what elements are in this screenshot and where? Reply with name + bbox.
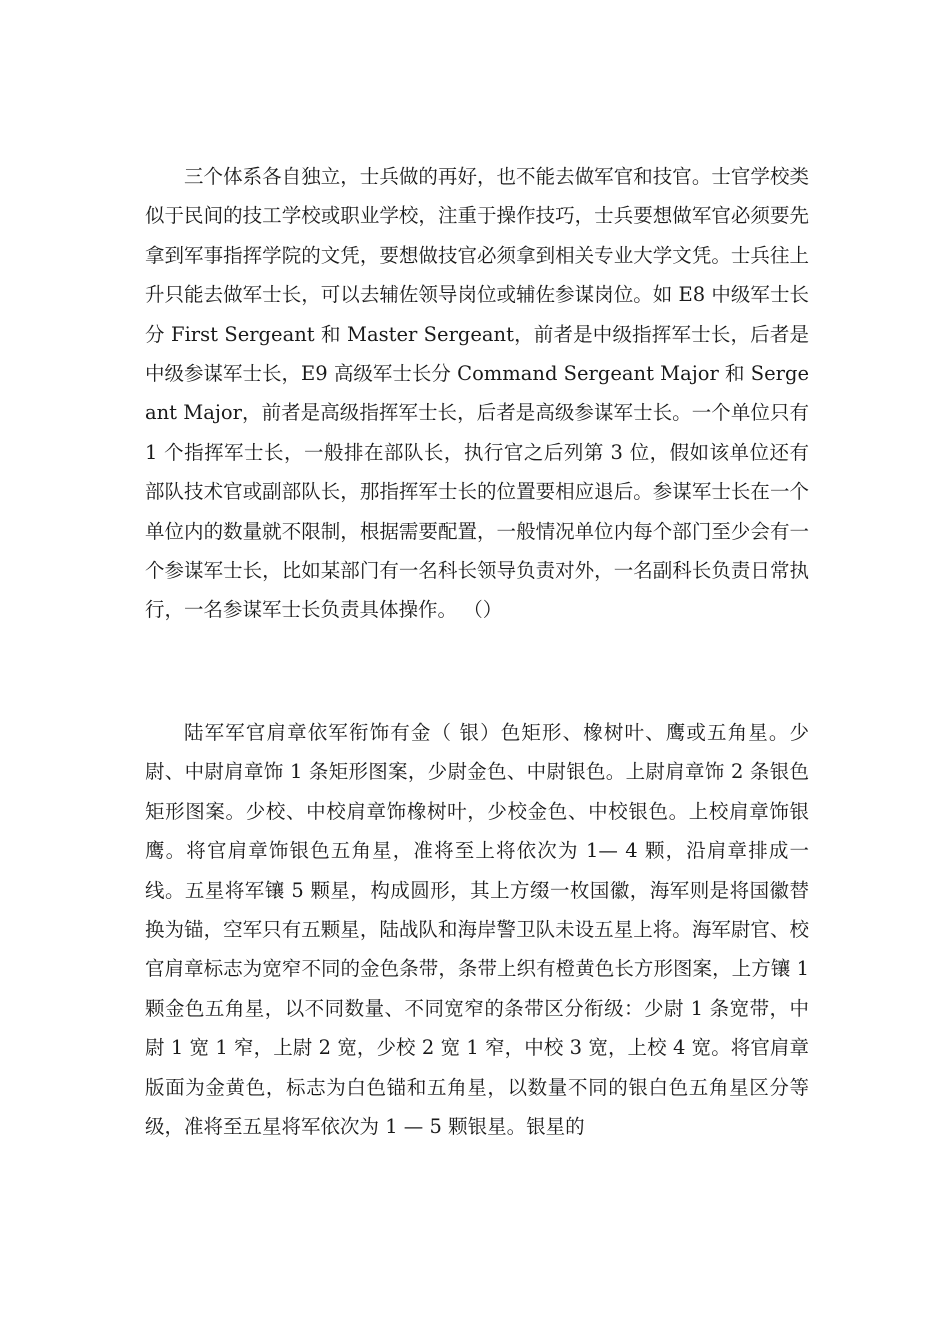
- body-paragraph-2: 陆军军官肩章依军衔饰有金（ 银）色矩形、橡树叶、鹰或五角星。少尉、中尉肩章饰 1 条矩形图案，少尉金色、中尉银色。上尉肩章饰 2 条银色矩形图案。少校、中校肩章饰橡树叶，少校金色、中校银色。上校肩章饰银鹰。将官肩章饰银色五角星，准将至上将依次为 1— 4 颗，沿肩章排成一线。五星将军镶 5 颗星，构成圆形，其上方缀一枚国徽，海军则是将国徽替换为锚，空军只有五颗星，陆战队和海岸警卫队未设五星上将。海军尉官、校官肩章标志为宽窄不同的金色条带，条带上织有橙黄色长方形图案，上方镶 1 颗金色五角星，以不同数量、不同宽窄的条带区分衔级：少尉 1 条宽带，中尉 1 宽 1 窄，上尉 2 宽，少校 2 宽 1 窄，中校 3 宽，上校 4 宽。将官肩章版面为金黄色，标志为白色锚和五角星，以数量不同的银白色五角星区分等级，准将至五星将军依次为 1 — 5 颗银星。银星的: [145, 721, 809, 1139]
- body-paragraph-1: 三个体系各自独立，士兵做的再好，也不能去做军官和技官。士官学校类似于民间的技工学校或职业学校，注重于操作技巧，士兵要想做军官必须要先拿到军事指挥学院的文凭，要想做技官必须拿到相关专业大学文凭。士兵往上升只能去做军士长，可以去辅佐领导岗位或辅佐参谋岗位。如 E8 中级军士长分 First Sergeant 和 Master Sergeant，前者是中级指挥军士长，后者是中级参谋军士长，E9 高级军士长分 Command Sergeant Major 和 Sergeant Major，前者是高级指挥军士长，后者是高级参谋军士长。一个单位只有 1 个指挥军士长，一般排在部队长，执行官之后列第 3 位，假如该单位还有部队技术官或副部队长，那指挥军士长的位置要相应退后。参谋军士长在一个单位内的数量就不限制，根据需要配置，一般情况单位内每个部门至少会有一个参谋军士长，比如某部门有一名科长领导负责对外，一名副科长负责日常执行，一名参谋军士长负责具体操作。 （）: [145, 165, 809, 622]
